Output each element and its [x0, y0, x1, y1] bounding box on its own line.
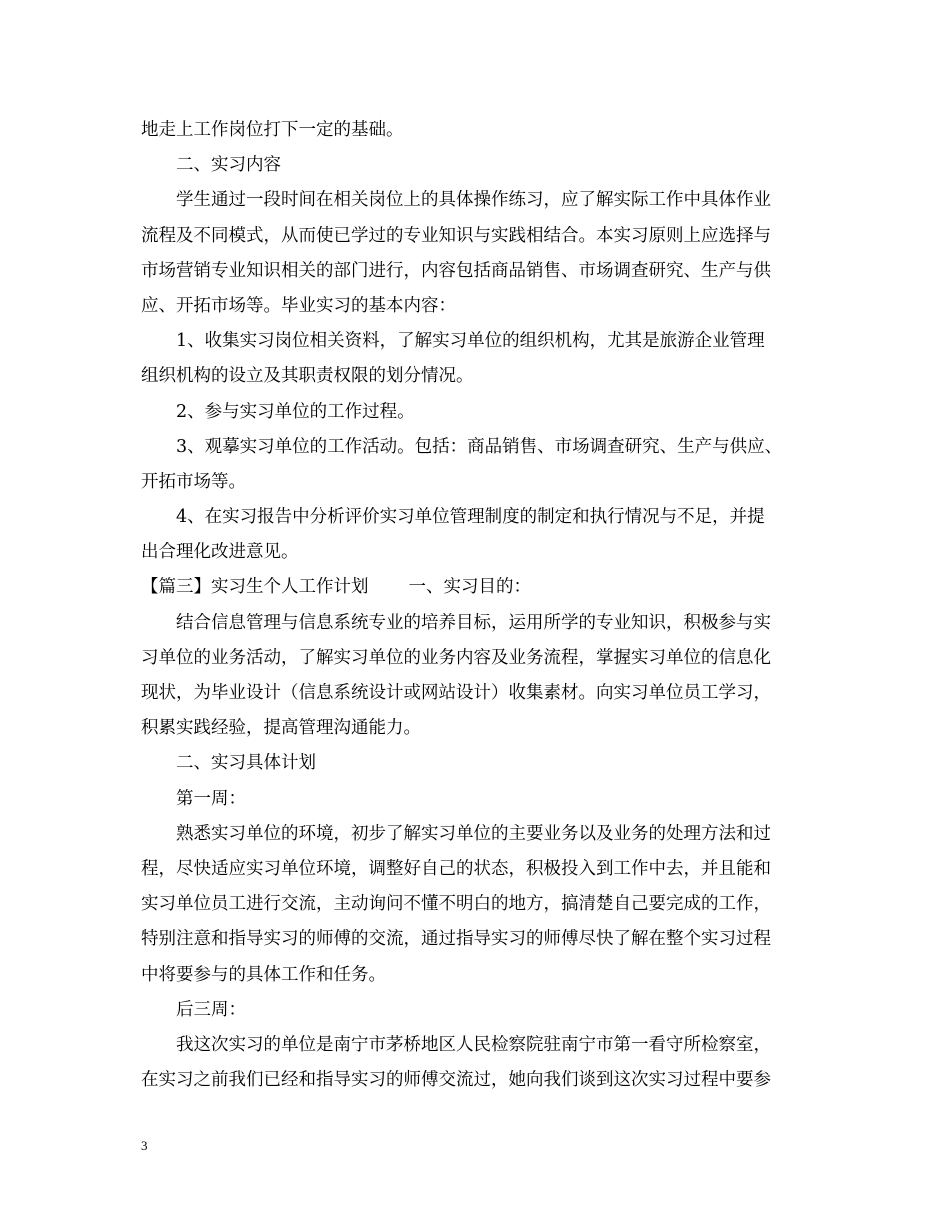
text-line: 积累实践经验，提高管理沟通能力。: [141, 718, 421, 739]
section-heading: 二、实习具体计划: [176, 753, 316, 774]
text-line: 开拓市场等。: [141, 471, 246, 492]
list-item: 4、在实习报告中分析评价实习单位管理制度的制定和执行情况与不足，并提: [176, 507, 765, 528]
text-line: 习单位的业务活动，了解实习单位的业务内容及业务流程，掌握实习单位的信息化: [141, 647, 771, 668]
subheading: 第一周：: [176, 788, 246, 809]
subheading: 后三周：: [176, 999, 246, 1020]
text-line: 学生通过一段时间在相关岗位上的具体操作练习，应了解实际工作中具体作业: [176, 190, 771, 211]
text-line: 中将要参与的具体工作和任务。: [141, 964, 386, 985]
text-line: 出合理化改进意见。: [141, 542, 299, 563]
text-line: 实习单位员工进行交流，主动询问不懂不明白的地方，搞清楚自己要完成的工作，: [141, 894, 771, 915]
article-title: 【篇三】实习生个人工作计划: [141, 577, 369, 598]
list-item: 1、收集实习岗位相关资料，了解实习单位的组织机构，尤其是旅游企业管理: [176, 331, 765, 352]
text-line: 我这次实习的单位是南宁市茅桥地区人民检察院驻南宁市第一看守所检察室，: [176, 1034, 771, 1055]
document-body: [141, 113, 831, 1098]
text-line: 结合信息管理与信息系统专业的培养目标，运用所学的专业知识，积极参与实: [176, 612, 771, 633]
text-line: 熟悉实习单位的环境，初步了解实习单位的主要业务以及业务的处理方法和过: [176, 823, 771, 844]
text-line: 地走上工作岗位打下一定的基础。: [141, 120, 404, 140]
text-line: 在实习之前我们已经和指导实习的师傅交流过，她向我们谈到这次实习过程中要参: [141, 1070, 771, 1091]
text-line: 组织机构的设立及其职责权限的划分情况。: [141, 366, 474, 387]
text-line: 应、开拓市场等。毕业实习的基本内容：: [141, 295, 456, 316]
section-heading: 二、实习内容: [176, 155, 281, 176]
text-line: 程，尽快适应实习单位环境，调整好自己的状态，积极投入到工作中去，并且能和: [141, 858, 771, 879]
article-heading: [141, 570, 831, 605]
text-line: 特别注意和指导实习的师傅的交流，通过指导实习的师傅尽快了解在整个实习过程: [141, 929, 771, 950]
section-heading: 一、实习目的：: [408, 577, 531, 598]
list-item: 2、参与实习单位的工作过程。: [176, 401, 415, 422]
page-number: 3: [141, 1138, 148, 1153]
text-line: 市场营销专业知识相关的部门进行，内容包括商品销售、市场调查研究、生产与供: [141, 260, 771, 281]
text-line: 流程及不同模式，从而使已学过的专业知识与实践相结合。本实习原则上应选择与: [141, 225, 771, 246]
list-item: 3、观摹实习单位的工作活动。包括：商品销售、市场调查研究、生产与供应、: [176, 436, 783, 457]
text-line: 现状，为毕业设计（信息系统设计或网站设计）收集素材。向实习单位员工学习，: [141, 683, 771, 703]
